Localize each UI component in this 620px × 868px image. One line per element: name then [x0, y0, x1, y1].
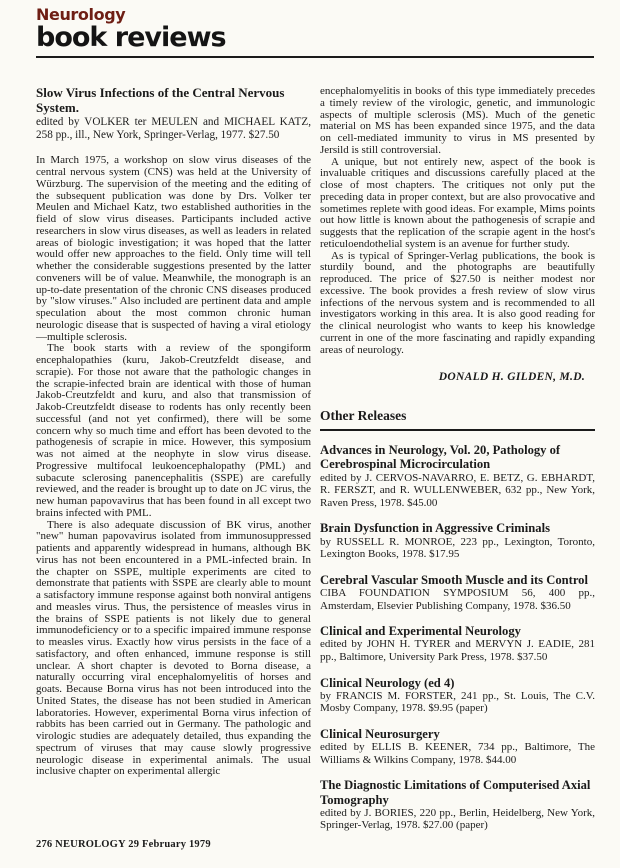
section-title: book reviews — [36, 22, 226, 53]
release-details: CIBA FOUNDATION SYMPOSIUM 56, 400 pp., Amsterdam, Elsevier Publishing Company, 1978. $36.50 — [320, 587, 595, 612]
release-item — [320, 676, 595, 715]
journal-title: Neurology — [36, 5, 126, 24]
header-rule — [36, 56, 594, 58]
footer-text: 276 NEUROLOGY 29 February 1979 — [36, 839, 211, 850]
release-details: edited by J. CERVOS-NAVARRO, E. BETZ, G. EBHARDT, R. FERSZT, and R. WULLENWEBER, 632 pp., New York, Raven Press, 1978. $45.00 — [320, 471, 595, 509]
right-column — [320, 86, 595, 832]
other-releases-heading: Other Releases — [320, 408, 407, 424]
review-paragraph: As is typical of Springer-Verlag publications, the book is sturdily bound, and the photographs are beautifully reproduced. The price of $27.50 is neither modest nor excessive. The book provides a fresh review of slow virus infections of the nervous system and is recommended to all investigators working in this area. It is also good reading for the clinical neurologist who wants to keep his knowledge current in one of the more fascinating and rapidly expanding areas of neurology. — [320, 249, 595, 356]
two-column-body — [36, 86, 596, 832]
release-title: Advances in Neurology, Vol. 20, Pathology of Cerebrospinal Microcirculation — [320, 443, 561, 472]
release-title: Clinical and Experimental Neurology — [320, 624, 521, 639]
other-releases-rule — [320, 429, 595, 431]
left-column — [36, 86, 311, 832]
review-paragraph: There is also adequate discussion of BK virus, another "new" human papovavirus isolated from immunosuppressed patients and apparently widespread in humans, although BK virus has not been encountered in a PML-infected brain. In the chapter on SSPE, multiple experiments are cited to demonstrate that patients with SSPE are clearly able to mount a satisfactory immune response against both nonviral antigens and measles virus. Thus, the persistence of measles virus in the brains of SSPE patients is not likely due to general immunodeficiency or to a specific impaired immune response to measles virus. Exactly how virus persists in the face of a satisfactory, and often enhanced, immune response is still unclear. A short chapter is devoted to Borna disease, a naturally occurring viral encephalomyelitis of horses and goats. Because Borna virus has not been introduced into the United States, the disease has not been studied in American laboratories. However, experimental Borna virus infection of rabbits has been carried out in Germany. The pathologic and virologic studies are adequately detailed, thus expanding the spectrum of viruses that may cause slowly progressive neurologic disease in experimental animals. The usual inclusive chapter on experimental allergic — [36, 518, 311, 778]
release-title: Clinical Neurosurgery — [320, 727, 440, 741]
release-item — [320, 778, 595, 832]
release-details: by RUSSELL R. MONROE, 223 pp., Lexington, Toronto, Lexington Books, 1978. $17.95 — [320, 535, 595, 561]
release-details: by FRANCIS M. FORSTER, 241 pp., St. Louis, The C.V. Mosby Company, 1978. $9.95 (paper) — [320, 689, 595, 715]
release-item — [320, 727, 595, 766]
release-details: edited by ELLIS B. KEENER, 734 pp., Baltimore, The Williams & Wilkins Company, 1978. $44.00 — [320, 741, 595, 766]
release-title: The Diagnostic Limitations of Computerised Axial Tomography — [320, 778, 591, 807]
review-paragraph: The book starts with a review of the spongiform encephalopathies (kuru, Jakob-Creutzfeldt disease, and scrapie). For those not aware that the pathologic changes in the scrapie-infected brain are identical with those of human Jakob-Creutzfeldt and kuru, and also that transmission of Jakob-Creutzfeldt disease to rodents has only recently been successful (and not yet confirmed), there will be some concern why so much time and effort has been devoted to the pathogenesis of scrapie in mice. However, this symposium was not aimed at the neophyte in slow virus disease. Progressive multifocal leukoencephalopathy (PML) and subacute sclerosing panencephalitis (SSPE) are carefully reviewed, and the reader is brought up to date on JC virus, the new human papovavirus that has been found in all except two brains infected with PML. — [36, 342, 311, 519]
review-byline: edited by VOLKER ter MEULEN and MICHAEL KATZ, 258 pp., ill., New York, Springer-Verlag, 1977. $27.50 — [36, 116, 311, 142]
review-paragraph: A unique, but not entirely new, aspect of the book is invaluable critiques and discussions carefully placed at the close of most chapters. The critiques not only put the preceding data in proper context, but are also provocative and sometimes replete with good ideas. For example, Mims points out how little is known about the pathogenesis of scrapie and suggests that the replication of the scrapie agent in the host's reticuloendothelial system is an avenue for further study. — [320, 155, 595, 250]
page-header — [36, 6, 596, 58]
review-paragraph: In March 1975, a workshop on slow virus diseases of the central nervous system (CNS) was held at the University of Würzburg. The supervision of the meeting and the editing of the subsequent publication was done by Drs. Volker ter Meulen and Michael Katz, two established authorities in the field of slow virus diseases. Participants included active researchers in slow virus diseases, as well as leaders in related areas of biologic investigation; it was hoped that the latter would offer new approaches to the field. Only time will tell whether the considerable suggestions presented by the latter conveners will be of value. Meanwhile, the monograph is an up-to-date presentation of the chronic CNS diseases produced by "slow viruses." Also included are pertinent data and ample speculation about the most common chronic human neurologic disease that is suspected of having a viral etiology—multiple sclerosis. — [36, 154, 311, 343]
release-item — [320, 443, 595, 509]
release-item — [320, 521, 595, 560]
release-item — [320, 573, 595, 612]
release-title: Cerebral Vascular Smooth Muscle and its Control — [320, 572, 588, 587]
page-footer — [36, 839, 211, 850]
release-title: Clinical Neurology (ed 4) — [320, 675, 455, 690]
reviewer-signature: DONALD H. GILDEN, M.D. — [438, 371, 585, 384]
release-title: Brain Dysfunction in Aggressive Criminals — [320, 521, 550, 536]
review-paragraph-continuation: encephalomyelitis in books of this type immediately precedes a timely review of the virologic, genetic, and immunologic aspects of multiple sclerosis (MS). Much of the genetic material on MS has been expanded since 1975, and the data on cell-mediated immunity to virus in MS presented by Jersild is still controversial. — [320, 85, 595, 156]
release-details: edited by JOHN H. TYRER and MERVYN J. EADIE, 281 pp., Baltimore, University Park Press, 1978. $37.50 — [320, 638, 595, 664]
review-title: Slow Virus Infections of the Central Nervous System. — [36, 85, 285, 115]
release-item — [320, 624, 595, 663]
release-details: edited by J. BORIES, 220 pp., Berlin, Heidelberg, New York, Springer-Verlag, 1978. $27.00 (paper) — [320, 806, 595, 832]
